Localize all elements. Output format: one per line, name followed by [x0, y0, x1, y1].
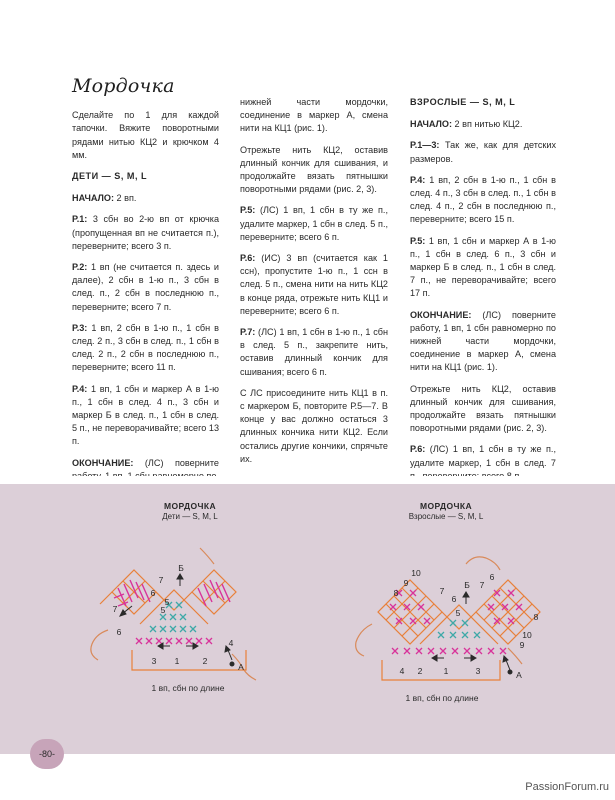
adults-end: ОКОНЧАНИЕ: (ЛС) поверните работу, 1 вп, 1 сбн равномерно по нижней части мордочки, соединение в маркер А, смена нити на КЦ1 (рис. 1). [410, 309, 556, 373]
diagram-panel [0, 484, 615, 754]
kids-row-1: Р.1: 3 сбн во 2-ю вп от крючка (пропущенная вп не считается п.), переверните; всего 3 п. [72, 214, 219, 251]
right-row-label: 7 [439, 586, 445, 596]
left-row-label: 7 [158, 575, 164, 585]
right-chart-caption: 1 вп, сбн по длине [405, 693, 479, 703]
left-row-label: 1 [174, 656, 180, 666]
text-column-3 [410, 96, 556, 491]
right-pink-crosses [392, 648, 506, 654]
right-yarn-tail-1 [356, 624, 372, 656]
adults-row-6: Р.6: (ЛС) 1 вп, 1 сбн в ту же п., удалите маркер, 1 сбн в след. 7 [410, 444, 556, 468]
left-row-label: 7 [112, 604, 118, 614]
adults-paragraph-2: Отрежьте нить КЦ2, оставив длинный кончик для сшивания, продолжайте вязать пятнышки поворотными рядами (рис. 2, 3). [410, 383, 556, 434]
intro-paragraph: Сделайте по 1 для каждой тапочки. Вяжите поворотными рядами нитью КЦ2 и крючком 4 мм. [72, 110, 219, 160]
crochet-charts [0, 484, 615, 754]
adults-start: НАЧАЛО: 2 вп нитью КЦ2. [410, 119, 523, 130]
col2-paragraph-2: Отрежьте нить КЦ2, оставив длинный кончик для сшивания, и продолжайте вязать пятнышки поворотными рядами (рис. 2, 3). [240, 144, 388, 195]
right-row-label: 4 [399, 666, 405, 676]
right-row-label: 7 [479, 580, 485, 590]
kids-row-2: Р.2: 1 вп (не считается п. здесь и далее), 2 сбн в 1-ю п., 3 сбн в след. п., 2 сбн в последнюю п., переверните; всего 7 п. [72, 262, 219, 312]
left-row-label: 2 [202, 656, 208, 666]
right-arrows [432, 592, 510, 670]
right-yarn-tail-3 [508, 648, 522, 664]
left-row-label: 3 [151, 656, 157, 666]
right-chart [356, 557, 540, 680]
kids-row-7: Р.7: (ЛС) 1 вп, 1 сбн в 1-ю п., 1 сбн в след. 5 п., закрепите нить, оставив длинный кончик для сшивания; всего 6 п. [240, 327, 388, 377]
right-marker-dot [508, 670, 513, 675]
right-row-label: 6 [489, 572, 495, 582]
right-lattice-left [378, 580, 442, 644]
right-row-label: 8 [533, 612, 539, 622]
col2-paragraph-1: нижней части мордочки, соединение в маркер А, смена нити на КЦ1 (рис. 1). [240, 97, 388, 134]
kids-start: НАЧАЛО: 2 вп. [72, 193, 137, 204]
left-arrows [120, 574, 232, 660]
right-row-label: 6 [451, 594, 457, 604]
divider-strip [0, 476, 615, 484]
watermark: PassionForum.ru [525, 781, 609, 793]
col2-paragraph-3: С ЛС присоедините нить КЦ1 в п. с маркером Б, повторите Р.5—7. В конце у вас должно остаться 3 длинных кончика нити КЦ2. Если остались другие кончики, спрячьте их. [240, 387, 388, 464]
right-row-label: 9 [519, 640, 525, 650]
right-marker-label-a: А [516, 670, 522, 680]
adults-row-5: Р.5: 1 вп, 1 сбн и маркер А в 1-ю п., 1 сбн в след. 6 п., 3 сбн и маркер Б в след. п., 1 сбн в след. 7 п., не переворачивайте; всего 17 п. [410, 235, 556, 299]
right-row-label: 3 [475, 666, 481, 676]
left-marker-dot [230, 662, 235, 667]
left-yarn-tail-1 [91, 630, 108, 660]
left-diagram-subtitle: Дети — S, M, L [162, 512, 218, 521]
left-row-label: 6 [116, 627, 122, 637]
left-row-label: 6 [150, 588, 156, 598]
page-number: -80- [30, 739, 64, 769]
kids-row-4: Р.4: 1 вп, 1 сбн и маркер А в 1-ю п., 1 сбн в след. 4 п., 3 сбн и маркер Б в след. п., 1 сбн в след. 5 п., не переворачивайте; всего 13 п. [72, 383, 219, 447]
left-row-label: 5 [160, 605, 166, 615]
kids-row-5: Р.5: (ЛС) 1 вп, 1 сбн в ту же п., удалите маркер, 1 сбн в след. 5 п., переверните; всего 6 п. [240, 205, 388, 242]
right-diagram-subtitle: Взрослые — S, M, L [408, 512, 484, 521]
right-row-label: 8 [393, 588, 399, 598]
adults-heading: ВЗРОСЛЫЕ — S, M, L [410, 97, 516, 107]
left-row-label: 4 [228, 638, 234, 648]
kids-row-3: Р.3: 1 вп, 2 сбн в 1-ю п., 1 сбн в след. 2 п., 3 сбн в след. п., 1 сбн в след. 2 п., 2 сбн в последнюю п., переверните; всего 11 п. [72, 322, 219, 373]
kids-heading: ДЕТИ — S, M, L [72, 171, 148, 182]
right-row-label: 10 [522, 630, 532, 640]
left-marker-label-b: Б [178, 563, 184, 573]
bottom-strip [0, 754, 615, 800]
left-lattice-right [192, 570, 236, 614]
text-column-2 [240, 96, 388, 474]
adults-row-4: Р.4: 1 вп, 2 сбн в 1-ю п., 1 сбн в след. 4 п., 3 сбн в след. п., 1 сбн в след. 4 п., 2 сбн в последнюю п., переверните; всего 15 п. [410, 174, 556, 225]
right-marker-label-b: Б [464, 580, 470, 590]
text-column-1 [72, 75, 219, 491]
kids-row-6: Р.6: (ИС) 3 вп (считается как 1 ссн), пропустите 1-ю п., 1 ссн в след. 5 п., смена нити на нить КЦ2 в конце ряда, отрежьте нить КЦ1 и переверните; всего 6 п. [240, 253, 388, 316]
right-yarn-tail-2 [466, 557, 500, 570]
left-marker-label-a: А [238, 662, 244, 672]
left-pink-crosses [136, 638, 212, 644]
left-chart-caption: 1 вп, сбн по длине [151, 683, 225, 693]
right-row-label: 10 [411, 568, 421, 578]
right-row-label: 5 [455, 608, 461, 618]
right-row-label: 1 [443, 666, 449, 676]
right-row-label: 2 [417, 666, 423, 676]
right-diagram-title: МОРДОЧКА [420, 501, 472, 511]
left-row-label: 5 [164, 597, 170, 607]
left-yarn-tail-2 [200, 548, 214, 564]
adults-row-1-3: Р.1—3: Так же, как для детских размеров. [410, 140, 556, 164]
right-row-label: 9 [403, 578, 409, 588]
section-title: Мордочка [72, 75, 175, 97]
left-diagram-title: МОРДОЧКА [164, 501, 216, 511]
kids-end: ОКОНЧАНИЕ: (ЛС) поверните [72, 457, 219, 468]
